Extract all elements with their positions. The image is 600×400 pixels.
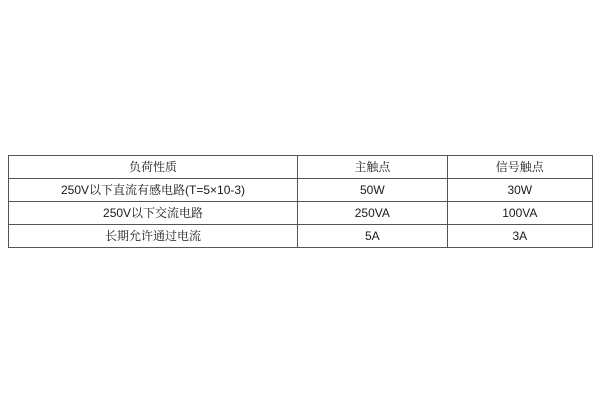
table-row bbox=[9, 179, 593, 202]
cell-load-nature: 250V以下直流有感电路(T=5×10-3) bbox=[9, 179, 298, 202]
column-header-load-nature: 负荷性质 bbox=[9, 156, 298, 179]
column-header-main-contact: 主触点 bbox=[298, 156, 448, 179]
table-header-row bbox=[9, 156, 593, 179]
table-row bbox=[9, 225, 593, 248]
cell-signal-contact: 30W bbox=[447, 179, 592, 202]
cell-main-contact: 250VA bbox=[298, 202, 448, 225]
cell-load-nature: 250V以下交流电路 bbox=[9, 202, 298, 225]
cell-signal-contact: 100VA bbox=[447, 202, 592, 225]
cell-main-contact: 5A bbox=[298, 225, 448, 248]
table-row bbox=[9, 202, 593, 225]
column-header-signal-contact: 信号触点 bbox=[447, 156, 592, 179]
cell-signal-contact: 3A bbox=[447, 225, 592, 248]
contact-load-ratings-table bbox=[8, 155, 593, 248]
cell-main-contact: 50W bbox=[298, 179, 448, 202]
cell-load-nature: 长期允许通过电流 bbox=[9, 225, 298, 248]
